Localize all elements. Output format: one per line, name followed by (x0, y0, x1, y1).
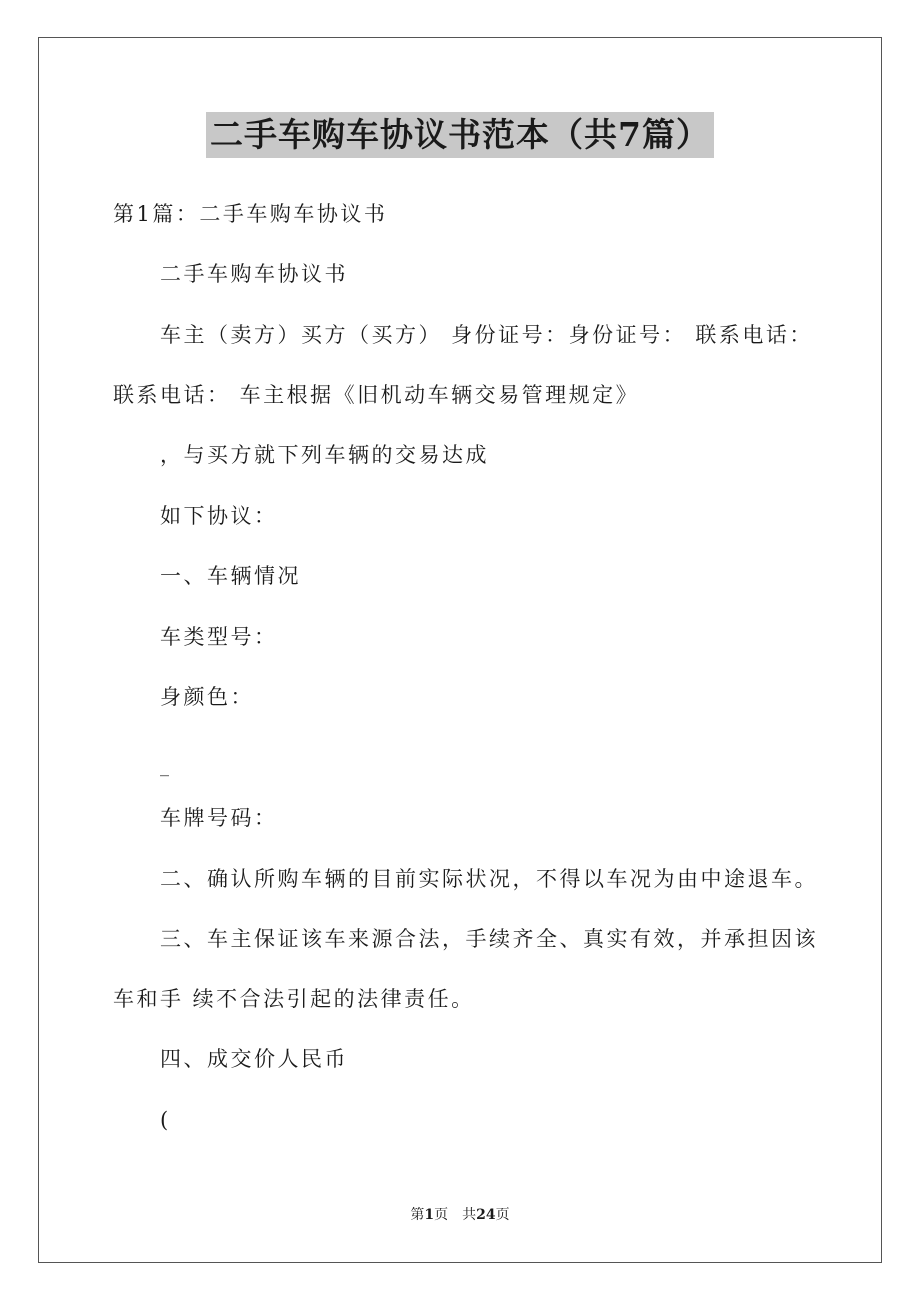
page-footer (0, 1205, 920, 1225)
paragraph: 如下协议： (160, 504, 278, 528)
paragraph: 三、车主保证该车来源合法，手续齐全、真实有效，并承担因该 (160, 927, 818, 951)
paragraph: 二、确认所购车辆的目前实际状况，不得以车况为由中途退车。 (160, 867, 818, 891)
paragraph: ( (160, 1108, 171, 1132)
paragraph: 联系电话： 车主根据《旧机动车辆交易管理规定》 (113, 383, 640, 407)
paragraph: _ (160, 756, 172, 777)
footer-total-pages: 24 (476, 1207, 496, 1223)
paragraph: 一、车辆情况 (160, 564, 301, 588)
paragraph: 车主（卖方）买方（买方） 身份证号：身份证号： 联系电话： (160, 323, 813, 347)
paragraph: 车牌号码： (160, 806, 278, 830)
footer-page-suffix: 页 (495, 1207, 510, 1223)
document-title: 二手车购车协议书范本（共7篇） (206, 112, 714, 158)
paragraph: 二手车购车协议书 (160, 262, 348, 286)
footer-page-number: 1 (424, 1207, 435, 1223)
footer-page-mid: 页 共 (434, 1207, 477, 1223)
document-title-wrap (0, 112, 920, 158)
section-heading: 第1篇：二手车购车协议书 (113, 202, 388, 226)
paragraph: 身颜色： (160, 685, 254, 709)
paragraph: 车和手 续不合法引起的法律责任。 (113, 987, 475, 1011)
paragraph: 四、成交价人民币 (160, 1047, 348, 1071)
footer-page-prefix: 第 (410, 1207, 425, 1223)
paragraph: 车类型号： (160, 625, 278, 649)
paragraph: ，与买方就下列车辆的交易达成 (160, 443, 489, 467)
